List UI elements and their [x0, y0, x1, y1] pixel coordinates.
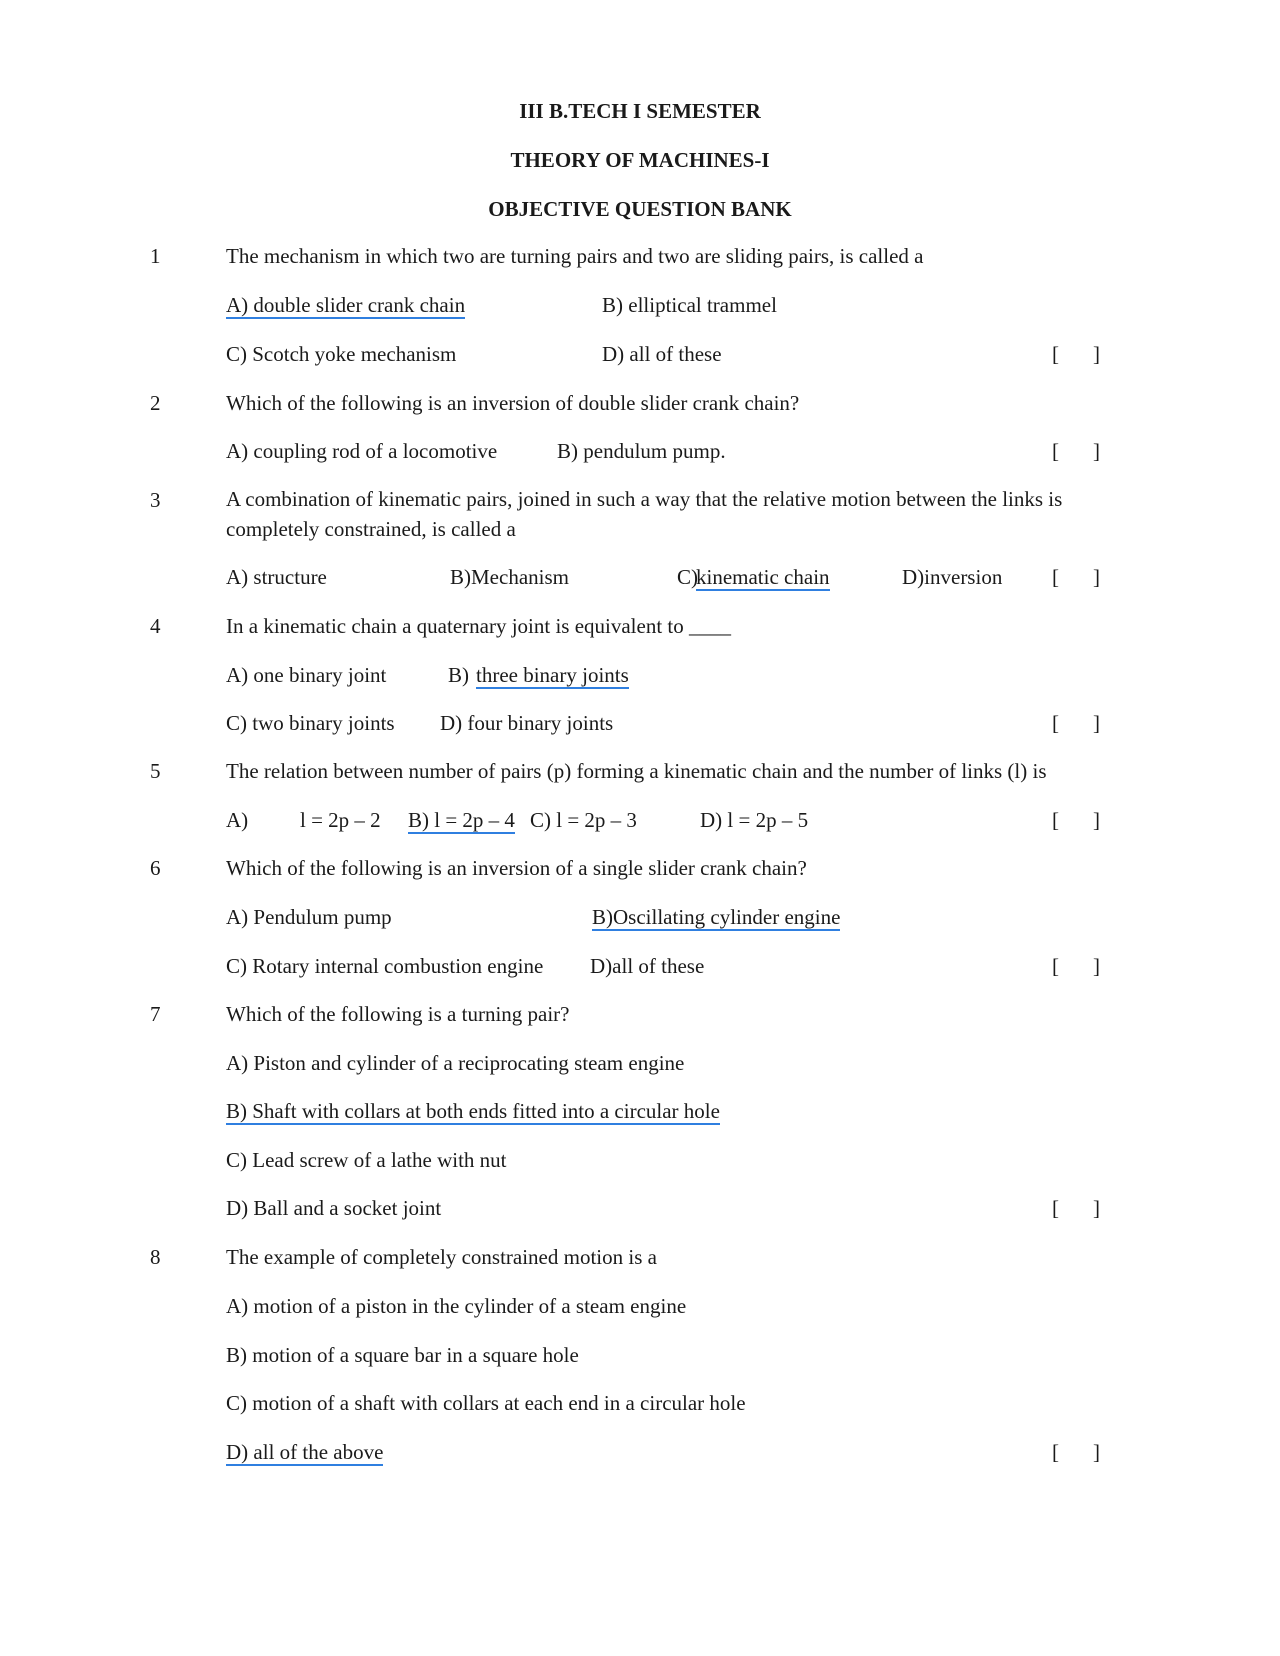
option-b: B)Mechanism — [450, 565, 569, 589]
bracket-open: [ — [1052, 1440, 1059, 1464]
bracket-open: [ — [1052, 808, 1059, 832]
bracket-close: ] — [1093, 954, 1100, 978]
option-b-answer: B)Oscillating cylinder engine — [592, 905, 841, 929]
question-number: 7 — [150, 1002, 161, 1026]
header-title: OBJECTIVE QUESTION BANK — [488, 197, 792, 221]
option-a-label: A) — [226, 808, 249, 832]
option-b: B) motion of a square bar in a square hole — [226, 1343, 579, 1367]
option-b-label: B) — [448, 663, 469, 687]
question-text: The example of completely constrained motion is a — [226, 1245, 657, 1269]
bracket-open: [ — [1052, 342, 1059, 366]
option-d: D)inversion — [902, 565, 1003, 589]
question-text: The relation between number of pairs (p) forming a kinematic chain and the number of links (l) is — [226, 759, 1047, 783]
bracket-open: [ — [1052, 711, 1059, 735]
option-c: C) Scotch yoke mechanism — [226, 342, 457, 366]
option-a: A) coupling rod of a locomotive — [226, 439, 498, 463]
question-number: 1 — [150, 244, 161, 268]
option-a: A) Pendulum pump — [226, 905, 392, 929]
bracket-open: [ — [1052, 1196, 1059, 1220]
option-c: C) motion of a shaft with collars at each end in a circular hole — [226, 1391, 746, 1415]
option-d: D) l = 2p – 5 — [700, 808, 809, 832]
bracket-close: ] — [1093, 565, 1100, 589]
question-number: 6 — [150, 856, 161, 880]
bracket-open: [ — [1052, 565, 1059, 589]
option-a: A) Piston and cylinder of a reciprocating steam engine — [226, 1051, 685, 1075]
option-b: B) elliptical trammel — [602, 293, 777, 317]
option-b-answer: three binary joints — [476, 663, 629, 687]
option-b: B) pendulum pump. — [557, 439, 726, 463]
option-b-answer: B) l = 2p – 4 — [408, 808, 515, 832]
bracket-close: ] — [1093, 808, 1100, 832]
option-c-answer: kinematic chain — [696, 565, 830, 589]
question-number: 2 — [150, 391, 161, 415]
bracket-close: ] — [1093, 1440, 1100, 1464]
question-number: 8 — [150, 1245, 161, 1269]
question-text: Which of the following is a turning pair? — [226, 1002, 570, 1026]
option-a: A) motion of a piston in the cylinder of a steam engine — [226, 1294, 687, 1318]
question-text: A combination of kinematic pairs, joined in such a way that the relative motion between the links is completely constrained, is called a — [226, 487, 1063, 541]
bracket-open: [ — [1052, 954, 1059, 978]
option-a: l = 2p – 2 — [300, 808, 381, 832]
option-c: C) two binary joints — [226, 711, 395, 735]
option-c: C) l = 2p – 3 — [530, 808, 637, 832]
question-text: Which of the following is an inversion of double slider crank chain? — [226, 391, 800, 415]
question-text: Which of the following is an inversion of a single slider crank chain? — [226, 856, 807, 880]
question-number: 5 — [150, 759, 161, 783]
header-subject: THEORY OF MACHINES-I — [510, 148, 770, 172]
option-c: C) Rotary internal combustion engine — [226, 954, 544, 978]
option-d: D) all of these — [602, 342, 722, 366]
bracket-open: [ — [1052, 439, 1059, 463]
bracket-close: ] — [1093, 342, 1100, 366]
option-c-label: C) — [677, 565, 698, 589]
question-text: In a kinematic chain a quaternary joint is equivalent to ____ — [226, 614, 732, 638]
option-d: D) Ball and a socket joint — [226, 1196, 442, 1220]
option-c: C) Lead screw of a lathe with nut — [226, 1148, 507, 1172]
option-a: A) structure — [226, 565, 327, 589]
option-d-answer: D) all of the above — [226, 1440, 384, 1464]
question-number: 4 — [150, 614, 161, 638]
question-text: The mechanism in which two are turning pairs and two are sliding pairs, is called a — [226, 244, 924, 268]
question-number: 3 — [150, 488, 161, 512]
option-d: D)all of these — [590, 954, 705, 978]
bracket-close: ] — [1093, 711, 1100, 735]
option-a-answer: A) double slider crank chain — [226, 293, 466, 317]
option-d: D) four binary joints — [440, 711, 614, 735]
option-b-answer: B) Shaft with collars at both ends fitted into a circular hole — [226, 1099, 720, 1123]
bracket-close: ] — [1093, 1196, 1100, 1220]
bracket-close: ] — [1093, 439, 1100, 463]
option-a: A) one binary joint — [226, 663, 387, 687]
header-semester: III B.TECH I SEMESTER — [519, 99, 761, 123]
